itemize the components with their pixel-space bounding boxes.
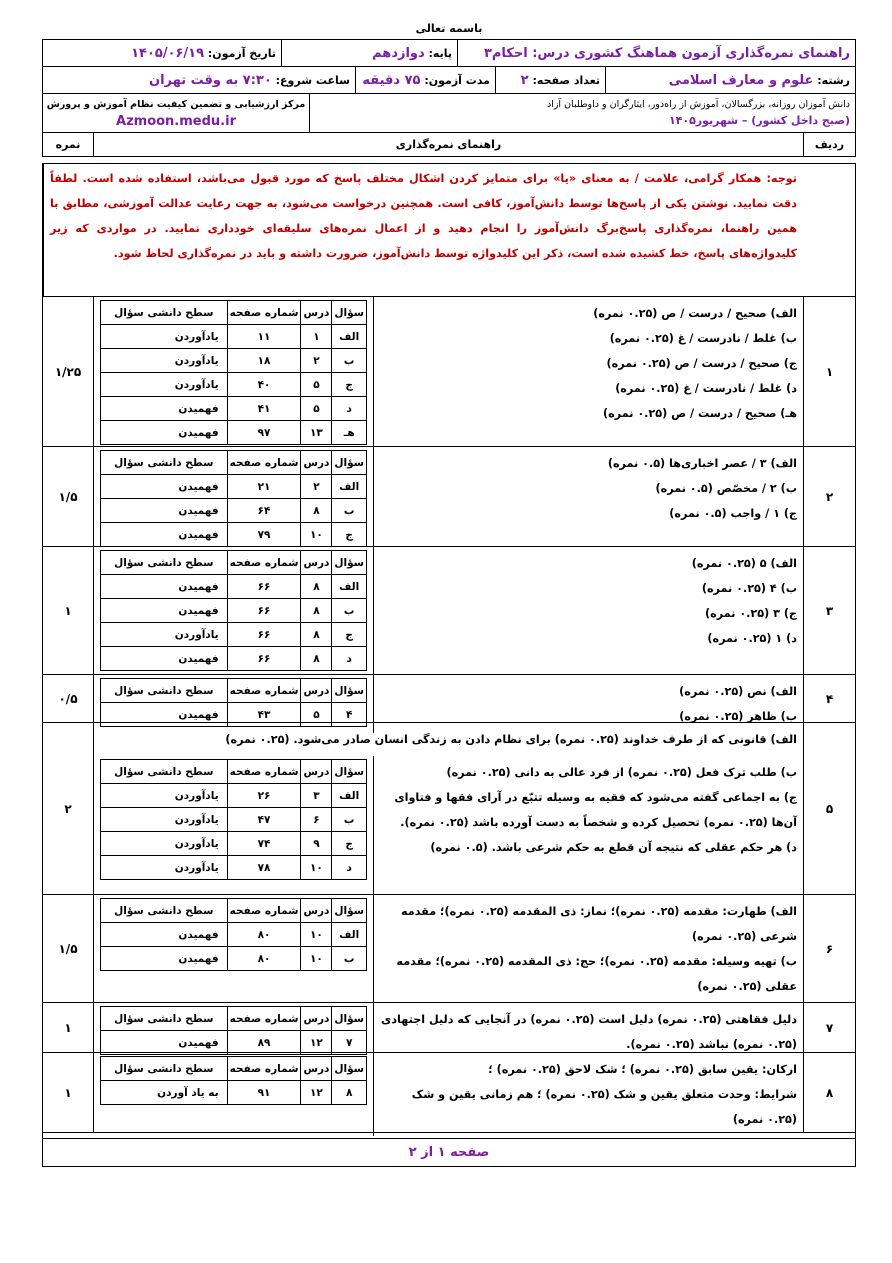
meta-cell: ۷۴ xyxy=(227,832,301,856)
question-score: ۱ xyxy=(64,1020,72,1035)
meta-cell: ۶۶ xyxy=(227,623,301,647)
center: مرکز ارزشیابی و تضمین کیفیت نظام آموزش و پرورش Azmoon.medu.ir xyxy=(46,99,306,129)
meta-cell: ۱۰ xyxy=(301,923,332,947)
meta-cell: یادآوردن xyxy=(101,325,228,349)
meta-cell: فهمیدن xyxy=(101,703,228,727)
answer-line: ب) غلط / نادرست / غ (۰.۲۵ نمره) xyxy=(609,332,797,345)
question-row xyxy=(43,297,855,447)
question-number: ۷ xyxy=(803,1003,855,1052)
meta-header: سؤال xyxy=(332,1057,367,1081)
meta-cell: ب xyxy=(332,947,367,971)
meta-cell: ۸ xyxy=(301,599,332,623)
answer-line: د) هر حکم عقلی که نتیجه آن قطع به حکم شرعی باشد. (۰.۵ نمره) xyxy=(430,841,797,854)
meta-header: درس xyxy=(301,679,332,703)
question-row xyxy=(43,547,855,675)
meta-cell: ۶۶ xyxy=(227,599,301,623)
meta-cell: فهمیدن xyxy=(101,575,228,599)
meta-cell: ۱۸ xyxy=(227,349,301,373)
meta-cell: فهمیدن xyxy=(101,599,228,623)
website[interactable]: Azmoon.medu.ir xyxy=(116,114,236,129)
question-row xyxy=(43,1003,855,1053)
question-score: ۱ xyxy=(64,1085,72,1100)
question-meta-table xyxy=(100,550,367,671)
page-count: تعداد صفحه: ۲ xyxy=(495,67,605,93)
meta-cell: د xyxy=(332,397,367,421)
meta-cell: ۸۰ xyxy=(227,923,301,947)
question-row xyxy=(43,723,855,895)
meta-cell: ۶ xyxy=(301,808,332,832)
meta-header: شماره صفحه xyxy=(227,301,301,325)
answer-line: ج) صحیح / درست / ص (۰.۲۵ نمره) xyxy=(606,357,797,370)
meta-cell: ج xyxy=(332,623,367,647)
meta-cell: ۱۰ xyxy=(301,947,332,971)
meta-cell: فهمیدن xyxy=(101,1031,228,1055)
meta-cell: ۹۱ xyxy=(227,1081,301,1105)
meta-cell: به یاد آوردن xyxy=(101,1081,228,1105)
answer-line: شرایط: وحدت متعلق یقین و شک (۰.۲۵ نمره) ؛ هم زمانی یقین و شک (۰.۲۵ نمره) xyxy=(411,1088,797,1126)
meta-cell: ب xyxy=(332,499,367,523)
meta-header: شماره صفحه xyxy=(227,1007,301,1031)
meta-cell: یادآوردن xyxy=(101,349,228,373)
note: توجه: همکار گرامی، علامت / به معنای «یا» برای متمایز کردن اشکال مختلف پاسخ که مورد قبول می‌باشد، استفاده شده است. لطفاً دقت نمایید. نوشتن یکی از پاسخ‌ها توسط دانش‌آموز، کافی است. همچنین درخواست می‌شود، به جهت رعایت عدالت آموزشی، مطابق با همین راهنما، نمره‌گذاری پاسخ‌برگ دانش‌آموز را انجام دهید و از اعمال نمره‌های سلیقه‌ای خودداری نمایید. در مواردی که زیر کلیدواژه‌های پاسخ، خط کشیده شده است، ذکر این کلیدواژه توسط دانش‌آموز، ضرورت داشته و باید در نمره‌گذاری لحاظ شود. xyxy=(43,164,855,297)
meta-header: درس xyxy=(301,760,332,784)
meta-cell: ۸۹ xyxy=(227,1031,301,1055)
answer-line: د) غلط / نادرست / غ (۰.۲۵ نمره) xyxy=(615,382,797,395)
meta-header: سؤال xyxy=(332,451,367,475)
meta-cell: ب xyxy=(332,599,367,623)
meta-cell: الف xyxy=(332,475,367,499)
meta-header: سطح دانشی سؤال xyxy=(101,760,228,784)
question-meta-table xyxy=(100,898,367,971)
meta-cell: فهمیدن xyxy=(101,947,228,971)
meta-cell: فهمیدن xyxy=(101,647,228,671)
answer-line: ج) ۱ / واجب (۰.۵ نمره) xyxy=(669,507,797,520)
meta-header: درس xyxy=(301,899,332,923)
answer-key xyxy=(373,756,803,894)
meta-header: درس xyxy=(301,1057,332,1081)
answer-line: ارکان: یقین سابق (۰.۲۵ نمره) ؛ شک لاحق (۰.۲۵ نمره) ؛ xyxy=(488,1063,797,1076)
meta-cell: ۸ xyxy=(301,623,332,647)
answer-line: الف) طهارت: مقدمه (۰.۲۵ نمره)؛ نماز: ذی المقدمه (۰.۲۵ نمره)؛ مقدمه شرعی (۰.۲۵ نمره) xyxy=(400,905,797,943)
answer-line: ج) به اجماعی گفته می‌شود که فقیه به وسیله تتبّع در آرای فقها و فتاوای آن‌ها (۰.۲۵ نمره) تحصیل کرده و شخصاً به دست آورده باشد (۰.۲۵ نمره). xyxy=(394,791,797,829)
meta-cell: ۶۶ xyxy=(227,647,301,671)
meta-cell: د xyxy=(332,856,367,880)
meta-header: شماره صفحه xyxy=(227,1057,301,1081)
meta-header: سطح دانشی سؤال xyxy=(101,1057,228,1081)
meta-cell: فهمیدن xyxy=(101,923,228,947)
exam-title: راهنمای نمره‌گذاری آزمون هماهنگ کشوری درس: احکام۳ xyxy=(457,40,855,66)
meta-cell: ۱۰ xyxy=(301,523,332,547)
col-score: نمره xyxy=(55,138,81,151)
meta-header: شماره صفحه xyxy=(227,451,301,475)
question-meta-table xyxy=(100,1006,367,1055)
meta-cell: الف xyxy=(332,784,367,808)
question-score: ۰/۵ xyxy=(58,691,78,706)
question-number: ۱ xyxy=(803,297,855,446)
question-number: ۸ xyxy=(803,1053,855,1132)
meta-cell: ۴۳ xyxy=(227,703,301,727)
meta-cell: ۹۷ xyxy=(227,421,301,445)
question-meta-table xyxy=(100,678,367,727)
meta-cell: ۴۱ xyxy=(227,397,301,421)
meta-cell: یادآوردن xyxy=(101,784,228,808)
question-meta-table xyxy=(100,1056,367,1105)
question-meta-table xyxy=(100,450,367,547)
meta-cell: ۷۸ xyxy=(227,856,301,880)
question-meta-table xyxy=(100,300,367,445)
meta-cell: ۱۲ xyxy=(301,1031,332,1055)
meta-header: درس xyxy=(301,301,332,325)
meta-header: سطح دانشی سؤال xyxy=(101,451,228,475)
meta-header: سؤال xyxy=(332,551,367,575)
meta-cell: د xyxy=(332,647,367,671)
meta-cell: ۸۰ xyxy=(227,947,301,971)
question-score: ۱/۵ xyxy=(58,489,78,504)
column-headers xyxy=(42,132,856,157)
question-number: ۶ xyxy=(803,895,855,1002)
answer-line: ب) ۲ / مخصّص (۰.۵ نمره) xyxy=(655,482,797,495)
meta-cell: فهمیدن xyxy=(101,499,228,523)
meta-cell: ۲ xyxy=(301,475,332,499)
meta-header: شماره صفحه xyxy=(227,551,301,575)
meta-header: سؤال xyxy=(332,679,367,703)
meta-cell: یادآوردن xyxy=(101,832,228,856)
meta-cell: ۸ xyxy=(301,499,332,523)
answer-line: الف) ۳ / عصر اخباری‌ها (۰.۵ نمره) xyxy=(607,457,797,470)
meta-cell: ۱۰ xyxy=(301,856,332,880)
meta-cell: ۷ xyxy=(332,1031,367,1055)
meta-header: سطح دانشی سؤال xyxy=(101,899,228,923)
meta-cell: ۹ xyxy=(301,832,332,856)
meta-cell: الف xyxy=(332,575,367,599)
answer-key xyxy=(373,447,803,550)
exam-header xyxy=(42,39,856,133)
meta-header: شماره صفحه xyxy=(227,760,301,784)
meta-cell: ۱ xyxy=(301,325,332,349)
answer-key xyxy=(373,297,803,448)
meta-header: سؤال xyxy=(332,301,367,325)
answer-line: ب) طلب ترک فعل (۰.۲۵ نمره) از فرد عالی به دانی (۰.۲۵ نمره) xyxy=(446,766,797,779)
meta-cell: ۳ xyxy=(301,784,332,808)
answer-line: الف) قانونی که از طرف خداوند (۰.۲۵ نمره) برای نظام دادن به زندگی انسان صادر می‌شود. (۰.۲۵ نمره) xyxy=(225,733,797,746)
meta-cell: ۶۴ xyxy=(227,499,301,523)
answer-key xyxy=(373,547,803,674)
grade: پایه: دوازدهم xyxy=(281,40,457,66)
meta-cell: ۱۳ xyxy=(301,421,332,445)
field: رشته: علوم و معارف اسلامی xyxy=(605,67,855,93)
exam-date: تاریخ آزمون: ۱۴۰۵/۰۶/۱۹ xyxy=(131,45,276,61)
answer-key xyxy=(373,1053,803,1136)
answer-line: هـ) صحیح / درست / ص (۰.۲۵ نمره) xyxy=(603,407,797,420)
meta-cell: ۱۱ xyxy=(227,325,301,349)
answer-line: ب) ظاهر (۰.۲۵ نمره) xyxy=(679,710,797,723)
question-number: ۲ xyxy=(803,447,855,546)
answer-line: ب) تهیه وسیله: مقدمه (۰.۲۵ نمره)؛ حج: ذی المقدمه (۰.۲۵ نمره)؛ مقدمه عقلی (۰.۲۵ نمره) xyxy=(396,955,797,993)
meta-header: شماره صفحه xyxy=(227,679,301,703)
meta-cell: ۲ xyxy=(301,349,332,373)
question-score: ۱ xyxy=(64,603,72,618)
meta-cell: ج xyxy=(332,523,367,547)
meta-header: سؤال xyxy=(332,1007,367,1031)
meta-header: درس xyxy=(301,451,332,475)
meta-header: سطح دانشی سؤال xyxy=(101,1007,228,1031)
meta-header: سؤال xyxy=(332,760,367,784)
question-row xyxy=(43,675,855,723)
meta-header: شماره صفحه xyxy=(227,899,301,923)
meta-cell: ج xyxy=(332,832,367,856)
meta-cell: فهمیدن xyxy=(101,523,228,547)
meta-cell: ۵ xyxy=(301,703,332,727)
question-meta-table xyxy=(100,759,367,880)
question-score: ۱/۵ xyxy=(58,941,78,956)
question-row xyxy=(43,1053,855,1133)
meta-header: سطح دانشی سؤال xyxy=(101,679,228,703)
meta-cell: یادآوردن xyxy=(101,808,228,832)
duration: مدت آزمون: ۷۵ دقیقه xyxy=(355,67,495,93)
meta-cell: ۲۶ xyxy=(227,784,301,808)
question-number: ۳ xyxy=(803,547,855,674)
meta-cell: ۴ xyxy=(332,703,367,727)
meta-cell: ۴۷ xyxy=(227,808,301,832)
page-footer: صفحه ۱ از ۲ xyxy=(42,1138,856,1167)
meta-header: درس xyxy=(301,551,332,575)
question-row xyxy=(43,447,855,547)
col-guide: راهنمای نمره‌گذاری xyxy=(93,133,803,156)
meta-cell: ۲۱ xyxy=(227,475,301,499)
meta-cell: یادآوردن xyxy=(101,856,228,880)
meta-cell: فهمیدن xyxy=(101,421,228,445)
meta-header: سطح دانشی سؤال xyxy=(101,301,228,325)
answer-line: د) ۱ (۰.۲۵ نمره) xyxy=(707,632,797,645)
meta-cell: فهمیدن xyxy=(101,475,228,499)
grading-table xyxy=(42,163,856,1167)
meta-cell: ب xyxy=(332,349,367,373)
meta-cell: ب xyxy=(332,808,367,832)
meta-cell: ۶۶ xyxy=(227,575,301,599)
meta-cell: یادآوردن xyxy=(101,623,228,647)
meta-cell: ۸ xyxy=(301,575,332,599)
answer-line: الف) ۵ (۰.۲۵ نمره) xyxy=(691,557,797,570)
meta-cell: الف xyxy=(332,923,367,947)
answer-line: دلیل فقاهتی (۰.۲۵ نمره) دلیل است (۰.۲۵ نمره) در آنجایی که دلیل اجتهادی (۰.۲۵ نمره) نباشد (۰.۲۵ نمره). xyxy=(381,1013,797,1051)
question-number: ۵ xyxy=(803,723,855,894)
meta-cell: یادآوردن xyxy=(101,373,228,397)
question-row xyxy=(43,895,855,1003)
audience: دانش آموزان روزانه، بزرگسالان، آموزش از راه‌دور، ایثارگران و داوطلبان آزاد (صبح داخل کشور) – شهریور۱۴۰۵ xyxy=(309,94,855,132)
meta-cell: ۵ xyxy=(301,397,332,421)
col-row: ردیف xyxy=(803,133,855,156)
bismillah: باسمه تعالی xyxy=(415,22,483,35)
answer-key xyxy=(373,895,803,1003)
meta-cell: ج xyxy=(332,373,367,397)
meta-header: سؤال xyxy=(332,899,367,923)
answer-line: ج) ۳ (۰.۲۵ نمره) xyxy=(705,607,797,620)
meta-cell: هـ xyxy=(332,421,367,445)
meta-header: درس xyxy=(301,1007,332,1031)
question-score: ۲ xyxy=(64,801,72,816)
meta-cell: فهمیدن xyxy=(101,397,228,421)
meta-cell: ۷۹ xyxy=(227,523,301,547)
meta-cell: الف xyxy=(332,325,367,349)
meta-cell: ۱۲ xyxy=(301,1081,332,1105)
meta-cell: ۸ xyxy=(301,647,332,671)
answer-line: ب) ۴ (۰.۲۵ نمره) xyxy=(701,582,797,595)
meta-cell: ۸ xyxy=(332,1081,367,1105)
start-time: ساعت شروع: ۷:۳۰ به وقت تهران xyxy=(148,72,350,88)
question-score: ۱/۲۵ xyxy=(54,364,82,379)
answer-line: الف) صحیح / درست / ص (۰.۲۵ نمره) xyxy=(593,307,797,320)
meta-cell: ۵ xyxy=(301,373,332,397)
meta-header: سطح دانشی سؤال xyxy=(101,551,228,575)
question-number: ۴ xyxy=(803,675,855,722)
meta-cell: ۴۰ xyxy=(227,373,301,397)
answer-line: الف) نص (۰.۲۵ نمره) xyxy=(679,685,797,698)
